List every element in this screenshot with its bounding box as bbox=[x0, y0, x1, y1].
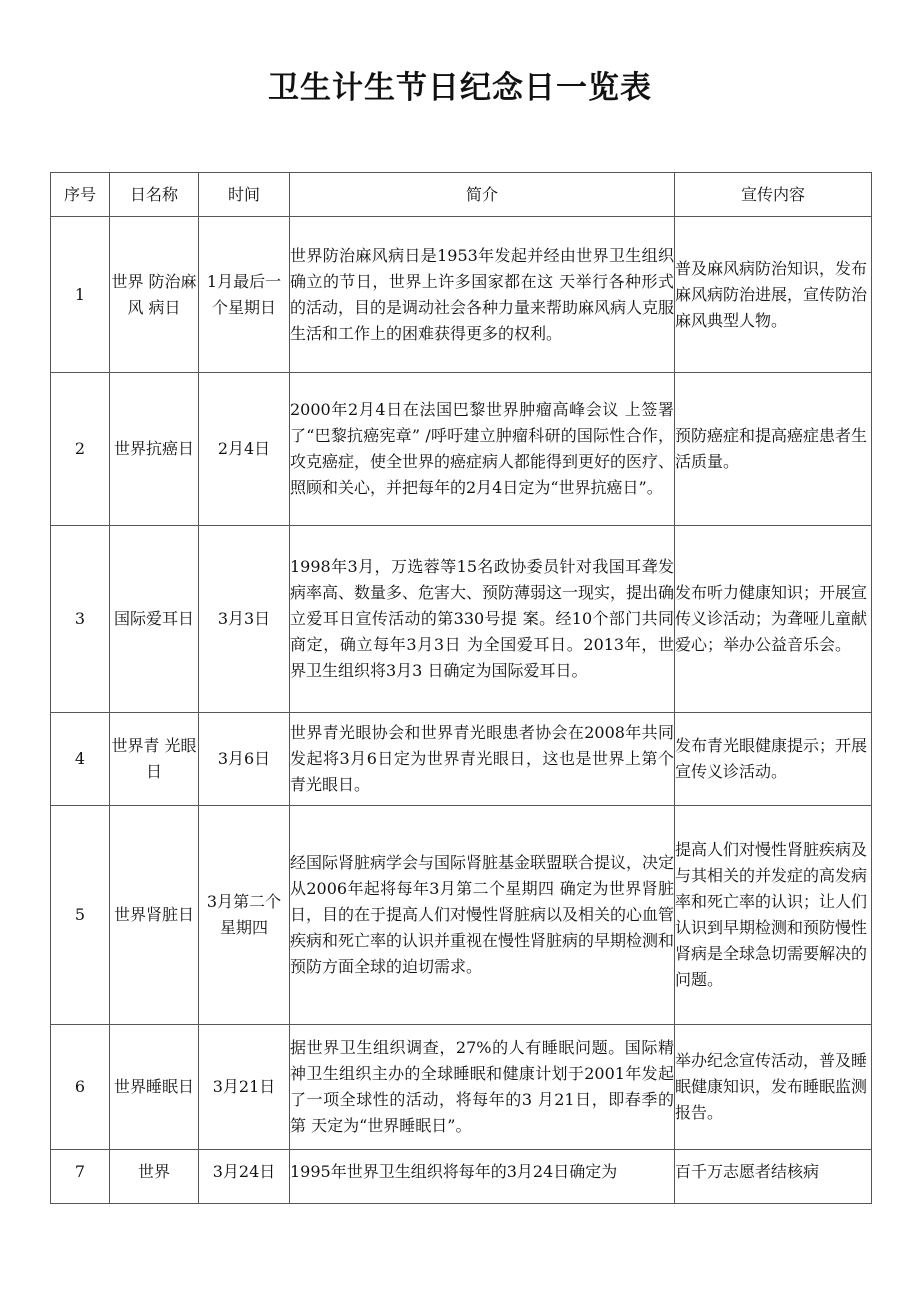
header-promo: 宣传内容 bbox=[675, 173, 872, 217]
day-promo: 发布青光眼健康提示；开展宣传义诊活动。 bbox=[675, 713, 872, 806]
header-date: 时间 bbox=[199, 173, 290, 217]
day-name: 世界肾脏日 bbox=[110, 806, 199, 1025]
day-date: 3月24日 bbox=[199, 1150, 290, 1204]
day-promo: 举办纪念宣传活动，普及睡眠健康知识，发布睡眠监测报告。 bbox=[675, 1025, 872, 1150]
table-header-row bbox=[51, 173, 872, 217]
day-promo: 发布听力健康知识；开展宣传义诊活动；为聋哑儿童献爱心；举办公益音乐会。 bbox=[675, 526, 872, 713]
row-number: 5 bbox=[51, 806, 110, 1025]
holiday-table bbox=[50, 172, 872, 1204]
day-promo: 提高人们对慢性肾脏疾病及与其相关的并发症的高发病率和死亡率的认识；让人们认识到早期检测和预防慢性肾病是全球急切需要解决的问题。 bbox=[675, 806, 872, 1025]
day-date: 3月6日 bbox=[199, 713, 290, 806]
day-promo: 普及麻风病防治知识，发布麻风病防治进展，宣传防治麻风典型人物。 bbox=[675, 217, 872, 373]
header-name: 日名称 bbox=[110, 173, 199, 217]
day-name: 世界 bbox=[110, 1150, 199, 1204]
row-number: 2 bbox=[51, 373, 110, 526]
row-number: 3 bbox=[51, 526, 110, 713]
day-name: 世界 防治麻风 病日 bbox=[110, 217, 199, 373]
table-row bbox=[51, 526, 872, 713]
page-title: 卫生计生节日纪念日一览表 bbox=[268, 70, 652, 106]
day-intro: 世界防治麻风病日是1953年发起并经由世界卫生组织确立的节日，世界上许多国家都在这 天举行各种形式的活动，目的是调动社会各种力量来帮助麻风病人克服生活和工作上的困难获得更多的权利。 bbox=[290, 217, 675, 373]
table-row bbox=[51, 806, 872, 1025]
day-name: 世界睡眠日 bbox=[110, 1025, 199, 1150]
day-name: 国际爱耳日 bbox=[110, 526, 199, 713]
header-intro: 简介 bbox=[290, 173, 675, 217]
day-intro: 1995年世界卫生组织将每年的3月24日确定为 bbox=[290, 1150, 675, 1204]
day-date: 3月第二个星期四 bbox=[199, 806, 290, 1025]
day-date: 2月4日 bbox=[199, 373, 290, 526]
day-name: 世界抗癌日 bbox=[110, 373, 199, 526]
table-row bbox=[51, 713, 872, 806]
table-row bbox=[51, 373, 872, 526]
day-intro: 据世界卫生组织调查，27%的人有睡眠问题。国际精神卫生组织主办的全球睡眠和健康计划于2001年发起了一项全球性的活动，将每年的3 月21日，即春季的第 天定为“世界睡眠日”。 bbox=[290, 1025, 675, 1150]
row-number: 1 bbox=[51, 217, 110, 373]
row-number: 7 bbox=[51, 1150, 110, 1204]
day-intro: 1998年3月，万选蓉等15名政协委员针对我国耳聋发病率高、数量多、危害大、预防薄弱这一现实，提出确立爱耳日宣传活动的第330号提 案。经10个部门共同商定，确立每年3月3日 为全国爱耳日。2013年，世界卫生组织将3月3 日确定为国际爱耳日。 bbox=[290, 526, 675, 713]
table-row bbox=[51, 1025, 872, 1150]
day-name: 世界青 光眼日 bbox=[110, 713, 199, 806]
day-promo: 预防癌症和提高癌症患者生活质量。 bbox=[675, 373, 872, 526]
day-date: 1月最后一个星期日 bbox=[199, 217, 290, 373]
table-row bbox=[51, 217, 872, 373]
day-intro: 2000年2月4日在法国巴黎世界肿瘤高峰会议 上签署了“巴黎抗癌宪章” /呼吁建立肿瘤科研的国际性合作，攻克癌症，使全世界的癌症病人都能得到更好的医疗、照顾和关心，并把每年的2月4日定为“世界抗癌日”。 bbox=[290, 373, 675, 526]
day-intro: 世界青光眼协会和世界青光眼患者协会在2008年共同发起将3月6日定为世界青光眼日，这也是世界上第个青光眼日。 bbox=[290, 713, 675, 806]
header-number: 序号 bbox=[51, 173, 110, 217]
day-intro: 经国际肾脏病学会与国际肾脏基金联盟联合提议，决定从2006年起将每年3月第二个星期四 确定为世界肾脏日，目的在于提高人们对慢性肾脏病以及相关的心血管疾病和死亡率的认识并重视在慢性肾脏病的早期检测和预防方面全球的迫切需求。 bbox=[290, 806, 675, 1025]
day-date: 3月3日 bbox=[199, 526, 290, 713]
row-number: 4 bbox=[51, 713, 110, 806]
day-promo: 百千万志愿者结核病 bbox=[675, 1150, 872, 1204]
day-date: 3月21日 bbox=[199, 1025, 290, 1150]
row-number: 6 bbox=[51, 1025, 110, 1150]
table-row bbox=[51, 1150, 872, 1204]
